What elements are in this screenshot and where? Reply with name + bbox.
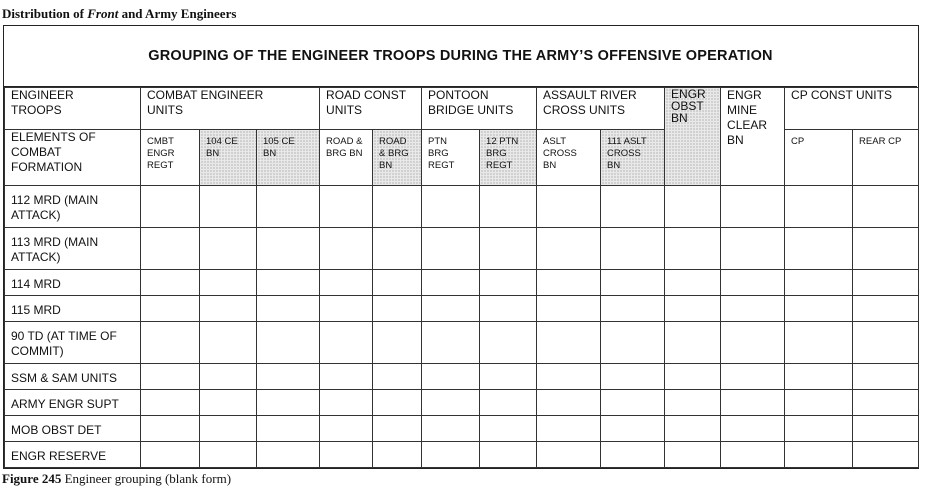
blank-entry-cell[interactable] [373, 442, 422, 468]
blank-entry-cell[interactable] [785, 322, 853, 364]
blank-entry-cell[interactable] [141, 390, 200, 416]
blank-entry-cell[interactable] [480, 270, 537, 296]
blank-entry-cell[interactable] [480, 364, 537, 390]
blank-entry-cell[interactable] [141, 322, 200, 364]
blank-entry-cell[interactable] [257, 416, 320, 442]
blank-entry-cell[interactable] [601, 390, 665, 416]
table-row [5, 364, 919, 390]
blank-entry-cell[interactable] [422, 228, 480, 270]
blank-entry-cell[interactable] [721, 322, 785, 364]
page-heading-suffix: and Army Engineers [121, 6, 237, 21]
blank-entry-cell[interactable] [601, 364, 665, 390]
blank-entry-cell[interactable] [785, 296, 853, 322]
blank-entry-cell[interactable] [537, 364, 601, 390]
blank-entry-cell[interactable] [537, 228, 601, 270]
blank-entry-cell[interactable] [480, 228, 537, 270]
blank-entry-cell[interactable] [200, 416, 257, 442]
row-label: 113 MRD (MAIN ATTACK) [5, 228, 141, 270]
blank-entry-cell[interactable] [320, 416, 373, 442]
blank-entry-cell[interactable] [141, 442, 200, 468]
blank-entry-cell[interactable] [141, 270, 200, 296]
blank-entry-cell[interactable] [537, 442, 601, 468]
blank-entry-cell[interactable] [853, 270, 919, 296]
blank-entry-cell[interactable] [785, 186, 853, 228]
blank-entry-cell[interactable] [257, 442, 320, 468]
page-heading [2, 6, 236, 22]
blank-entry-cell[interactable] [721, 416, 785, 442]
blank-entry-cell[interactable] [141, 186, 200, 228]
blank-entry-cell[interactable] [373, 322, 422, 364]
blank-entry-cell[interactable] [785, 442, 853, 468]
blank-entry-cell[interactable] [200, 442, 257, 468]
blank-entry-cell[interactable] [665, 442, 721, 468]
blank-entry-cell[interactable] [853, 296, 919, 322]
header-road-const-units: ROAD CONST UNITS [320, 88, 422, 130]
blank-entry-cell[interactable] [480, 442, 537, 468]
blank-entry-cell[interactable] [480, 416, 537, 442]
blank-entry-cell[interactable] [320, 296, 373, 322]
blank-entry-cell[interactable] [200, 364, 257, 390]
header-105-ce-bn: 105 CE BN [257, 130, 320, 186]
header-rear-cp: REAR CP [853, 130, 919, 186]
blank-entry-cell[interactable] [721, 442, 785, 468]
blank-entry-cell[interactable] [665, 270, 721, 296]
table-row [5, 270, 919, 296]
blank-entry-cell[interactable] [853, 364, 919, 390]
blank-entry-cell[interactable] [257, 296, 320, 322]
header-combat-engineer-units: COMBAT ENGINEER UNITS [141, 88, 320, 130]
blank-entry-cell[interactable] [422, 390, 480, 416]
blank-entry-cell[interactable] [601, 228, 665, 270]
blank-entry-cell[interactable] [200, 390, 257, 416]
blank-entry-cell[interactable] [665, 296, 721, 322]
header-elements-of-combat-formation: ELEMENTS OF COMBAT FORMATION [5, 130, 141, 186]
table-row [5, 322, 919, 364]
blank-entry-cell[interactable] [200, 270, 257, 296]
blank-entry-cell[interactable] [665, 364, 721, 390]
blank-entry-cell[interactable] [853, 442, 919, 468]
blank-entry-cell[interactable] [665, 322, 721, 364]
blank-entry-cell[interactable] [721, 364, 785, 390]
blank-entry-cell[interactable] [422, 364, 480, 390]
blank-entry-cell[interactable] [200, 228, 257, 270]
blank-entry-cell[interactable] [721, 186, 785, 228]
blank-entry-cell[interactable] [537, 390, 601, 416]
blank-entry-cell[interactable] [853, 186, 919, 228]
blank-entry-cell[interactable] [141, 416, 200, 442]
header-111-aslt-cross-bn: 111 ASLT CROSS BN [601, 130, 665, 186]
header-cp-const-units: CP CONST UNITS [785, 88, 919, 130]
blank-entry-cell[interactable] [721, 390, 785, 416]
header-12-ptn-brg-regt: 12 PTN BRG REGT [480, 130, 537, 186]
row-label: 90 TD (AT TIME OF COMMIT) [5, 322, 141, 364]
blank-entry-cell[interactable] [320, 186, 373, 228]
grouping-table-body [5, 186, 919, 468]
table-row [5, 186, 919, 228]
header-row-units [5, 88, 919, 130]
blank-entry-cell[interactable] [665, 186, 721, 228]
row-label: 115 MRD [5, 296, 141, 322]
blank-entry-cell[interactable] [200, 296, 257, 322]
header-engr-mine-clear-bn: ENGR MINE CLEAR BN [721, 88, 785, 186]
header-engr-obst-bn: ENGR OBST BN [665, 88, 721, 186]
grouping-table [4, 87, 919, 468]
blank-entry-cell[interactable] [601, 442, 665, 468]
blank-entry-cell[interactable] [601, 416, 665, 442]
blank-entry-cell[interactable] [373, 390, 422, 416]
header-pontoon-bridge-units: PONTOON BRIDGE UNITS [422, 88, 537, 130]
blank-entry-cell[interactable] [257, 228, 320, 270]
table-row [5, 442, 919, 468]
blank-entry-cell[interactable] [422, 270, 480, 296]
blank-entry-cell[interactable] [721, 228, 785, 270]
figure-caption-text: Engineer grouping (blank form) [64, 471, 232, 486]
blank-entry-cell[interactable] [422, 416, 480, 442]
header-road-brg-bn: ROAD & BRG BN [320, 130, 373, 186]
blank-entry-cell[interactable] [373, 296, 422, 322]
blank-entry-cell[interactable] [537, 322, 601, 364]
blank-entry-cell[interactable] [665, 416, 721, 442]
blank-entry-cell[interactable] [141, 296, 200, 322]
blank-entry-cell[interactable] [853, 228, 919, 270]
header-engineer-troops: ENGINEER TROOPS [5, 88, 141, 130]
blank-entry-cell[interactable] [422, 186, 480, 228]
row-label: SSM & SAM UNITS [5, 364, 141, 390]
blank-entry-cell[interactable] [785, 390, 853, 416]
blank-entry-cell[interactable] [373, 228, 422, 270]
blank-entry-cell[interactable] [373, 364, 422, 390]
blank-entry-cell[interactable] [537, 416, 601, 442]
blank-entry-cell[interactable] [537, 186, 601, 228]
row-label: MOB OBST DET [5, 416, 141, 442]
blank-entry-cell[interactable] [422, 442, 480, 468]
grouping-form [3, 25, 919, 469]
blank-entry-cell[interactable] [141, 364, 200, 390]
blank-entry-cell[interactable] [601, 322, 665, 364]
blank-entry-cell[interactable] [257, 322, 320, 364]
table-row [5, 296, 919, 322]
blank-entry-cell[interactable] [141, 228, 200, 270]
form-title: GROUPING OF THE ENGINEER TROOPS DURING THE ARMY’S OFFENSIVE OPERATION [4, 26, 917, 87]
blank-entry-cell[interactable] [257, 364, 320, 390]
row-label: ARMY ENGR SUPT [5, 390, 141, 416]
blank-entry-cell[interactable] [320, 270, 373, 296]
blank-entry-cell[interactable] [320, 442, 373, 468]
blank-entry-cell[interactable] [785, 364, 853, 390]
blank-entry-cell[interactable] [480, 390, 537, 416]
blank-entry-cell[interactable] [257, 390, 320, 416]
blank-entry-cell[interactable] [853, 322, 919, 364]
blank-entry-cell[interactable] [853, 416, 919, 442]
blank-entry-cell[interactable] [200, 186, 257, 228]
blank-entry-cell[interactable] [480, 296, 537, 322]
figure-caption [2, 471, 231, 487]
blank-entry-cell[interactable] [601, 270, 665, 296]
blank-entry-cell[interactable] [373, 416, 422, 442]
page-heading-prefix: Distribution of [2, 6, 84, 21]
header-cp: CP [785, 130, 853, 186]
table-row [5, 416, 919, 442]
blank-entry-cell[interactable] [320, 228, 373, 270]
blank-entry-cell[interactable] [853, 390, 919, 416]
blank-entry-cell[interactable] [373, 270, 422, 296]
blank-entry-cell[interactable] [785, 270, 853, 296]
blank-entry-cell[interactable] [601, 186, 665, 228]
blank-entry-cell[interactable] [665, 228, 721, 270]
blank-entry-cell[interactable] [721, 270, 785, 296]
blank-entry-cell[interactable] [320, 364, 373, 390]
blank-entry-cell[interactable] [320, 322, 373, 364]
blank-entry-cell[interactable] [422, 322, 480, 364]
header-cmbt-engr-regt: CMBT ENGR REGT [141, 130, 200, 186]
blank-entry-cell[interactable] [257, 270, 320, 296]
blank-entry-cell[interactable] [665, 390, 721, 416]
blank-entry-cell[interactable] [257, 186, 320, 228]
blank-entry-cell[interactable] [785, 228, 853, 270]
blank-entry-cell[interactable] [537, 270, 601, 296]
header-aslt-cross-bn: ASLT CROSS BN [537, 130, 601, 186]
table-row [5, 228, 919, 270]
header-ptn-brg-regt: PTN BRG REGT [422, 130, 480, 186]
header-104-ce-bn: 104 CE BN [200, 130, 257, 186]
blank-entry-cell[interactable] [721, 296, 785, 322]
row-label: ENGR RESERVE [5, 442, 141, 468]
blank-entry-cell[interactable] [601, 296, 665, 322]
page-heading-emphasis: Front [87, 6, 119, 21]
blank-entry-cell[interactable] [373, 186, 422, 228]
table-row [5, 390, 919, 416]
blank-entry-cell[interactable] [480, 322, 537, 364]
blank-entry-cell[interactable] [200, 322, 257, 364]
blank-entry-cell[interactable] [537, 296, 601, 322]
blank-entry-cell[interactable] [480, 186, 537, 228]
blank-entry-cell[interactable] [422, 296, 480, 322]
blank-entry-cell[interactable] [320, 390, 373, 416]
blank-entry-cell[interactable] [785, 416, 853, 442]
figure-caption-label: Figure 245 [2, 471, 62, 486]
row-label: 114 MRD [5, 270, 141, 296]
header-assault-river-cross-units: ASSAULT RIVER CROSS UNITS [537, 88, 665, 130]
row-label: 112 MRD (MAIN ATTACK) [5, 186, 141, 228]
header-road-brg-bn-shaded: ROAD & BRG BN [373, 130, 422, 186]
